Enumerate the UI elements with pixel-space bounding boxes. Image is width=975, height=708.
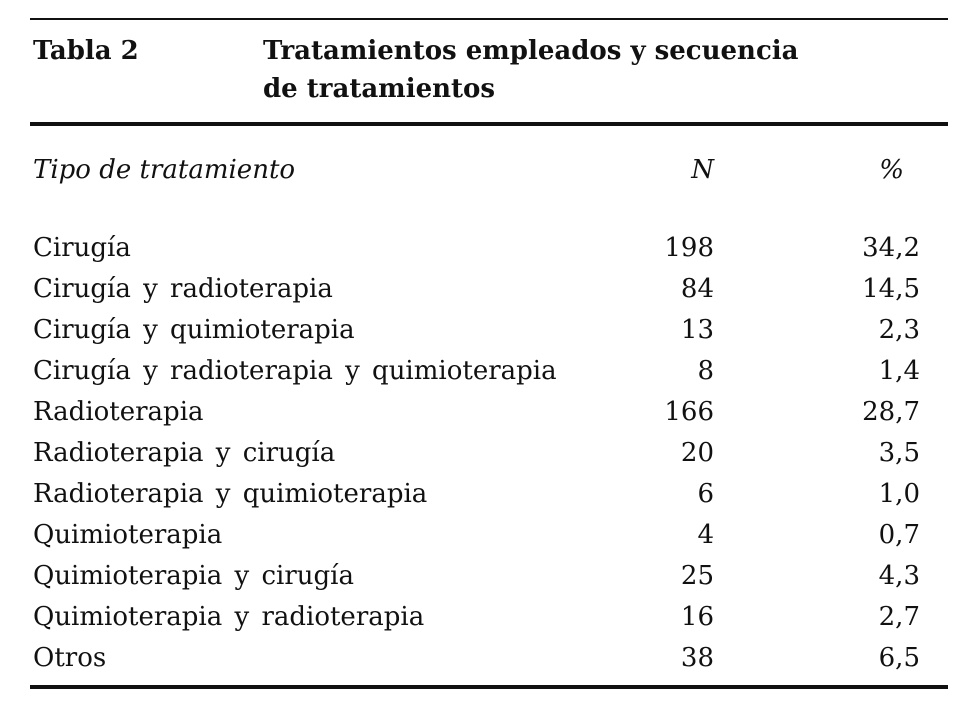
table-row <box>0 433 975 474</box>
cell-pct: 28,7 <box>862 397 920 427</box>
cell-pct: 34,2 <box>862 233 920 263</box>
cell-n: 25 <box>680 561 714 591</box>
cell-type: Quimioterapia y radioterapia <box>33 602 425 632</box>
cell-pct: 3,5 <box>878 438 920 468</box>
cell-n: 13 <box>680 315 714 345</box>
table-body <box>0 228 975 679</box>
header-type: Tipo de tratamiento <box>33 155 296 185</box>
table-title-line-2: de tratamientos <box>263 74 496 104</box>
table-row <box>0 269 975 310</box>
cell-pct: 4,3 <box>878 561 920 591</box>
header-n: N <box>691 155 714 185</box>
table-row <box>0 351 975 392</box>
cell-type: Cirugía y radioterapia <box>33 274 333 304</box>
cell-type: Cirugía y radioterapia y quimioterapia <box>33 356 557 386</box>
cell-type: Quimioterapia <box>33 520 223 550</box>
cell-n: 20 <box>680 438 714 468</box>
cell-type: Radioterapia y cirugía <box>33 438 336 468</box>
cell-type: Cirugía <box>33 233 131 263</box>
cell-n: 84 <box>680 274 714 304</box>
cell-type: Cirugía y quimioterapia <box>33 315 355 345</box>
cell-type: Radioterapia y quimioterapia <box>33 479 428 509</box>
cell-n: 16 <box>680 602 714 632</box>
table-row <box>0 310 975 351</box>
table-row <box>0 392 975 433</box>
cell-n: 8 <box>697 356 714 386</box>
table-row <box>0 474 975 515</box>
cell-type: Otros <box>33 643 107 673</box>
cell-pct: 1,4 <box>878 356 920 386</box>
header-pct: % <box>879 155 904 185</box>
cell-n: 166 <box>664 397 714 427</box>
table-row <box>0 638 975 679</box>
cell-type: Radioterapia <box>33 397 204 427</box>
cell-pct: 14,5 <box>862 274 920 304</box>
table-title-line-1: Tratamientos empleados y secuencia <box>263 36 799 66</box>
cell-n: 38 <box>680 643 714 673</box>
table-row <box>0 228 975 269</box>
cell-n: 6 <box>697 479 714 509</box>
table-label: Tabla 2 <box>33 36 139 66</box>
cell-n: 4 <box>697 520 714 550</box>
cell-pct: 0,7 <box>878 520 920 550</box>
table-row <box>0 515 975 556</box>
bottom-rule <box>30 685 948 689</box>
caption-rule <box>30 122 948 126</box>
cell-pct: 2,7 <box>878 602 920 632</box>
top-rule <box>30 18 948 20</box>
table-row <box>0 597 975 638</box>
cell-pct: 2,3 <box>878 315 920 345</box>
cell-n: 198 <box>664 233 714 263</box>
cell-type: Quimioterapia y cirugía <box>33 561 354 591</box>
cell-pct: 1,0 <box>878 479 920 509</box>
table-row <box>0 556 975 597</box>
cell-pct: 6,5 <box>878 643 920 673</box>
table-title <box>263 32 923 108</box>
